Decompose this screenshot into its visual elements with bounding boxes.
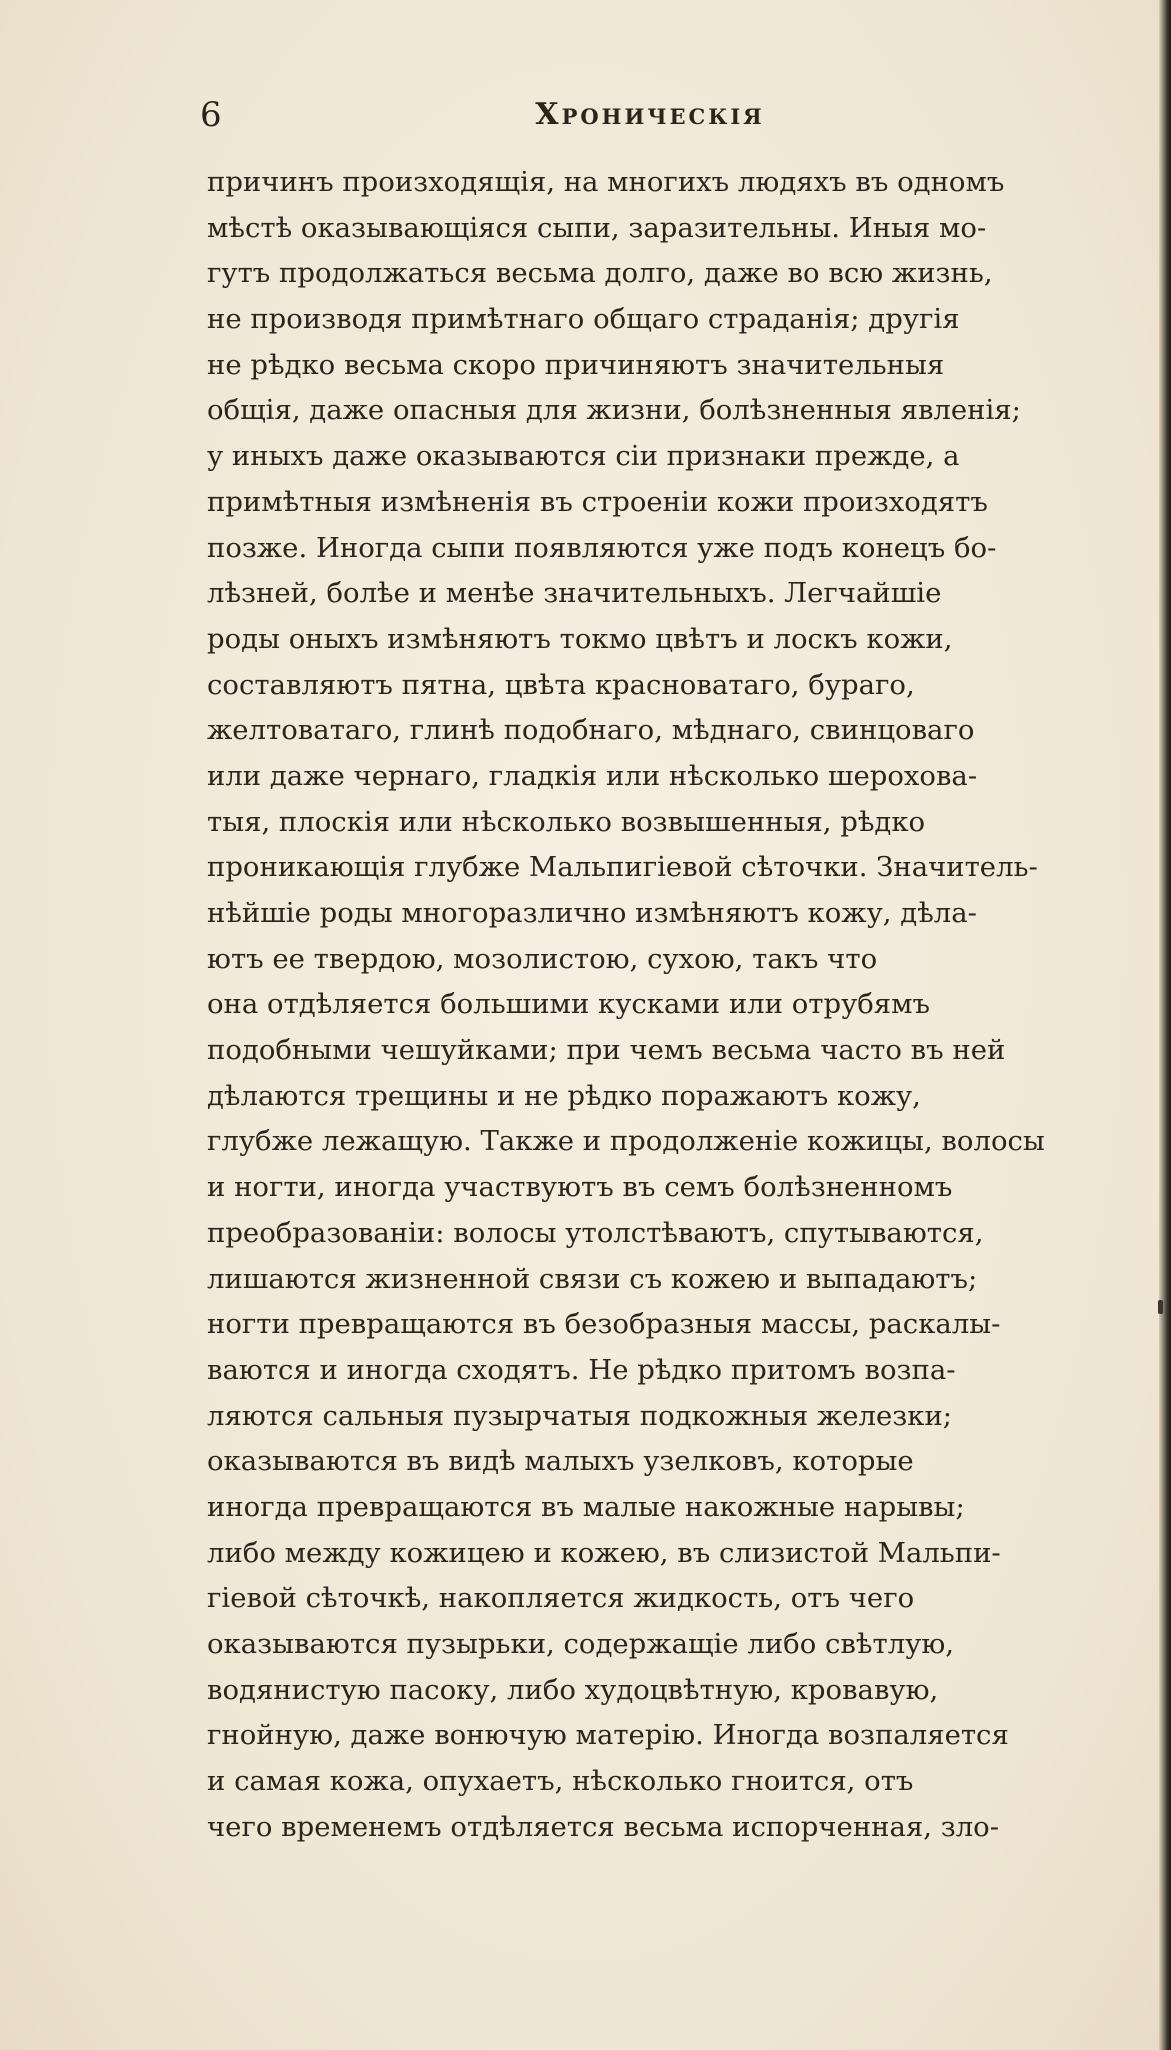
- text-line: чего временемъ отдѣляется весьма испорченная, зло-: [207, 1810, 1000, 1843]
- text-line: гутъ продолжаться весьма долго, даже во всю жизнь,: [207, 257, 993, 290]
- text-line: и ногти, иногда участвуютъ въ семъ болѣзненномъ: [207, 1171, 953, 1204]
- ink-speck: [1158, 1300, 1163, 1314]
- text-line: лишаются жизненной связи съ кожею и выпадаютъ;: [207, 1262, 978, 1295]
- text-line: гнойную, даже вонючую матерію. Иногда возпаляется: [207, 1719, 1009, 1752]
- text-line: желтоватаго, глинѣ подобнаго, мѣднаго, свинцоваго: [207, 714, 975, 747]
- page-edge-shadow: [1159, 0, 1171, 2050]
- text-line: позже. Иногда сыпи появляются уже подъ конецъ бо-: [207, 531, 997, 564]
- text-line: у иныхъ даже оказываются сіи признаки прежде, а: [207, 440, 960, 473]
- text-line: причинъ произходящія, на многихъ людяхъ въ одномъ: [207, 166, 1005, 198]
- page-number: 6: [200, 95, 222, 135]
- text-line: и самая кожа, опухаетъ, нѣсколько гноится, отъ: [207, 1765, 914, 1798]
- text-line: нѣйшіе роды многоразлично измѣняютъ кожу, дѣла-: [207, 897, 977, 929]
- text-line: водянистую пасоку, либо худоцвѣтную, кровавую,: [207, 1673, 939, 1706]
- text-line: не рѣдко весьма скоро причиняютъ значительныя: [207, 348, 945, 381]
- text-line: общія, даже опасныя для жизни, болѣзненныя явленія;: [207, 394, 1021, 427]
- text-line: примѣтныя измѣненія въ строеніи кожи произходятъ: [207, 485, 988, 518]
- text-line: либо между кожицею и кожею, въ слизистой Мальпи-: [207, 1536, 1001, 1569]
- text-line: подобными чешуйками; при чемъ весьма часто въ ней: [207, 1034, 1006, 1067]
- text-line: роды оныхъ измѣняютъ токмо цвѣтъ и лоскъ кожи,: [207, 622, 953, 655]
- text-line: лѣзней, болѣе и менѣе значительныхъ. Легчайшіе: [207, 577, 942, 610]
- text-line: оказываются пузырьки, содержащіе либо свѣтлую,: [207, 1628, 955, 1660]
- text-line: ногти превращаются въ безобразныя массы, раскалы-: [207, 1308, 1001, 1341]
- text-line: или даже чернаго, гладкія или нѣсколько шерохова-: [207, 759, 978, 792]
- text-line: тыя, плоскія или нѣсколько возвышенныя, рѣдко: [207, 805, 926, 838]
- text-line: ляются сальныя пузырчатыя подкожныя железки;: [207, 1399, 953, 1432]
- text-line: гіевой сѣточкѣ, накопляется жидкость, отъ чего: [207, 1582, 915, 1615]
- text-line: она отдѣляется большими кусками или отрубямъ: [207, 988, 931, 1021]
- text-line: иногда превращаются въ малые накожные нарывы;: [207, 1490, 965, 1523]
- page-header: [200, 95, 1100, 135]
- text-line: глубже лежащую. Также и продолженіе кожицы, волосы: [207, 1125, 1045, 1158]
- body-text: [207, 160, 1109, 1850]
- text-line: ваются и иногда сходятъ. Не рѣдко притомъ возпа-: [207, 1353, 956, 1386]
- running-head: Хроническія: [535, 97, 765, 132]
- text-line: не производя примѣтнаго общаго страданія; другія: [207, 303, 960, 336]
- text-line: преобразованіи: волосы утолстѣваютъ, спутываются,: [207, 1216, 984, 1249]
- text-line: проникающія глубже Мальпигіевой сѣточки. Значитель-: [207, 851, 1038, 884]
- text-line: дѣлаются трещины и не рѣдко поражаютъ кожу,: [207, 1079, 921, 1112]
- text-line: оказываются въ видѣ малыхъ узелковъ, которые: [207, 1445, 914, 1478]
- text-line: составляютъ пятна, цвѣта красноватаго, бураго,: [207, 668, 915, 701]
- text-line: ютъ ее твердою, мозолистою, сухою, такъ что: [207, 942, 878, 975]
- text-line: мѣстѣ оказывающіяся сыпи, заразительны. Иныя мо-: [207, 211, 987, 244]
